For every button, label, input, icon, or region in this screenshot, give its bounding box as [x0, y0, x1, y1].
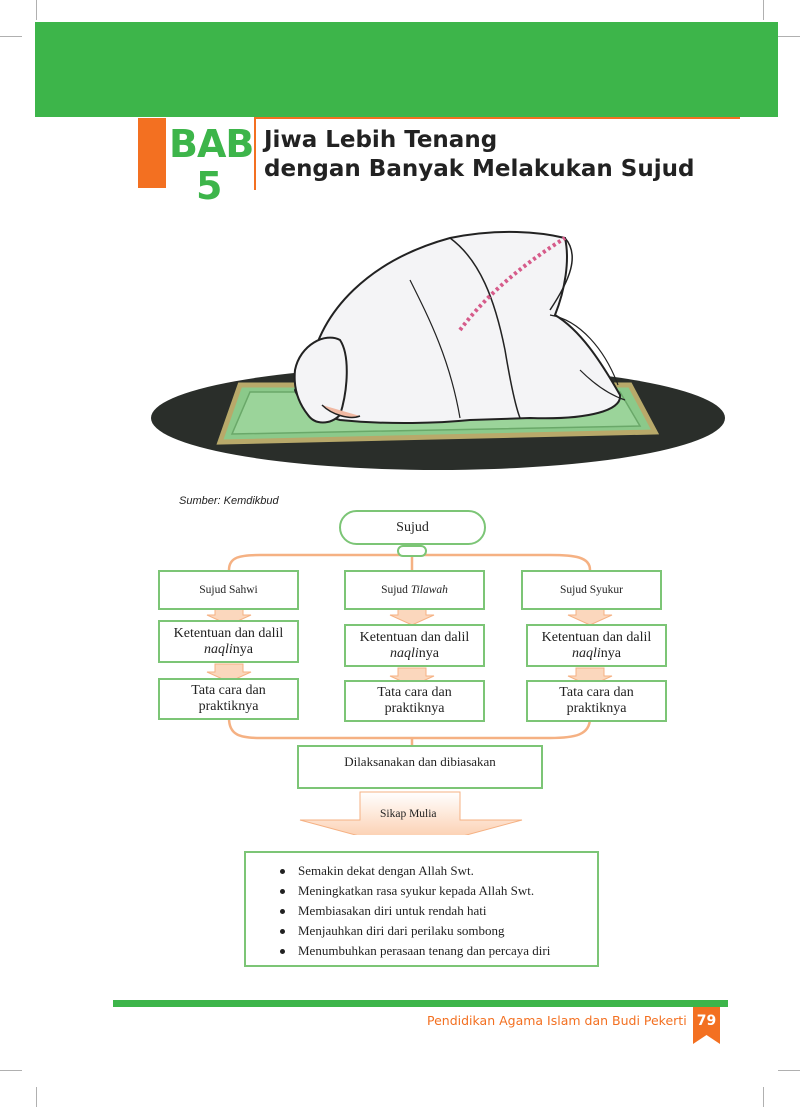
chapter-number: 5 — [196, 164, 223, 208]
footer-rule — [113, 1000, 728, 1007]
tata-cara-box: Tata cara dan praktiknya — [158, 678, 299, 720]
page-number: 79 — [696, 1013, 717, 1029]
crop-mark — [778, 36, 800, 37]
ketentuan-box: Ketentuan dan dalil naqlinya — [526, 624, 667, 667]
chapter-title-line-1: Jiwa Lebih Tenang — [264, 127, 498, 153]
chapter-accent-bar — [138, 118, 166, 188]
merge-box: Dilaksanakan dan dibiasakan — [297, 745, 543, 789]
crop-mark — [763, 1087, 764, 1107]
crop-mark — [36, 1087, 37, 1107]
sujud-type-label: Sujud Tilawah — [381, 584, 448, 596]
benefit-item: Meningkatkan rasa syukur kepada Allah Swt. — [298, 881, 597, 901]
sujud-type-label: Sujud Syukur — [560, 584, 623, 596]
chapter-title — [264, 126, 694, 184]
benefit-item: Semakin dekat dengan Allah Swt. — [298, 861, 597, 881]
sujud-illustration — [150, 220, 730, 485]
root-connector — [397, 545, 427, 557]
ketentuan-box: Ketentuan dan dalil naqlinya — [344, 624, 485, 667]
benefit-item: Membiasakan diri untuk rendah hati — [298, 901, 597, 921]
sujud-type-box — [158, 570, 299, 610]
sikap-mulia-label: Sikap Mulia — [380, 808, 437, 820]
benefits-list — [246, 853, 597, 961]
header-band — [35, 22, 778, 117]
diagram-root: Sujud — [339, 510, 486, 545]
crop-mark — [36, 0, 37, 20]
tata-cara-box: Tata cara dan praktiknya — [344, 680, 485, 722]
tata-cara-box: Tata cara dan praktiknya — [526, 680, 667, 722]
benefit-item: Menjauhkan diri dari perilaku sombong — [298, 921, 597, 941]
crop-mark — [763, 0, 764, 20]
image-caption: Sumber: Kemdikbud — [179, 495, 279, 507]
sujud-type-box — [344, 570, 485, 610]
chapter-label: BAB — [169, 122, 254, 166]
title-divider — [254, 118, 256, 190]
benefit-item: Menumbuhkan perasaan tenang dan percaya diri — [298, 941, 597, 961]
benefits-box — [244, 851, 599, 967]
sujud-type-box — [521, 570, 662, 610]
book-title: Pendidikan Agama Islam dan Budi Pekerti — [427, 1013, 687, 1028]
crop-mark — [0, 1070, 22, 1071]
crop-mark — [0, 36, 22, 37]
title-rule — [254, 117, 740, 119]
ketentuan-box: Ketentuan dan dalil naqlinya — [158, 620, 299, 663]
chapter-title-line-2: dengan Banyak Melakukan Sujud — [264, 156, 695, 182]
crop-mark — [778, 1070, 800, 1071]
sujud-type-label: Sujud Sahwi — [199, 584, 258, 596]
